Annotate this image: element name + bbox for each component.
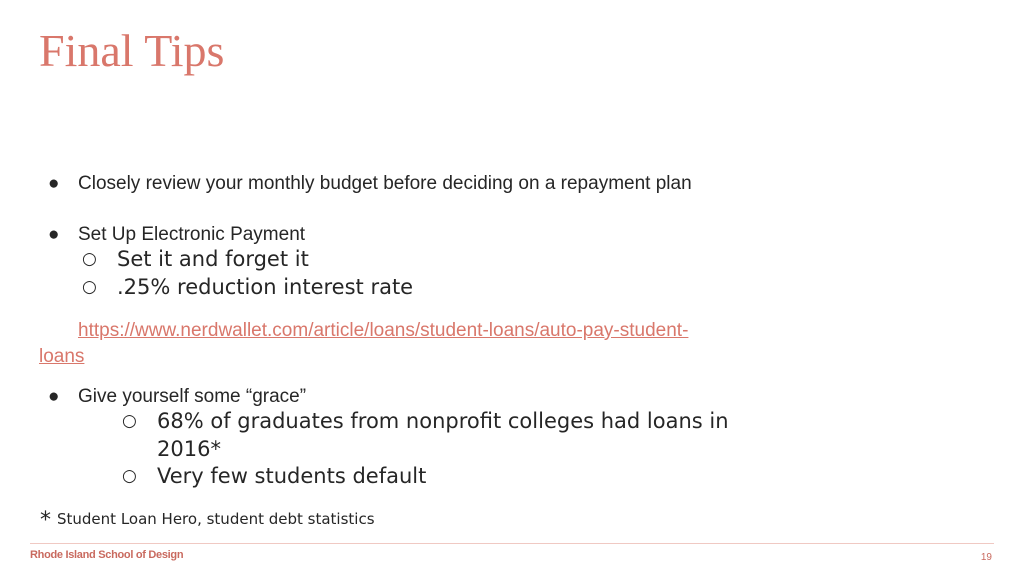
sub-bullet-marker: ○: [122, 466, 137, 486]
footnote-star: *: [40, 508, 51, 533]
sub-bullet-marker: ○: [82, 277, 97, 297]
footnote-text: Student Loan Hero, student debt statistics: [57, 510, 375, 528]
footer-divider: [30, 543, 994, 544]
page-number: 19: [980, 552, 992, 563]
slide-title: Final Tips: [39, 25, 225, 76]
bullet-text: Set Up Electronic Payment: [78, 224, 306, 245]
bullet-marker: ●: [48, 173, 60, 194]
footnote: [40, 508, 375, 533]
sub-bullet-marker: ○: [82, 249, 97, 269]
sub-bullet-text: Very few students default: [157, 464, 427, 488]
sub-bullet-item: [122, 462, 426, 490]
bullet-item: [48, 222, 738, 247]
bullet-text: Give yourself some “grace”: [78, 386, 307, 407]
sub-bullet-item: [122, 407, 742, 463]
reference-link[interactable]: https://www.nerdwallet.com/article/loans/student-loans/auto-pay-student-loans: [39, 320, 689, 367]
sub-bullet-item: [82, 273, 413, 301]
risd-logo: Rhode Island School of Design: [30, 549, 184, 561]
bullet-marker: ●: [48, 224, 60, 245]
bullet-marker: ●: [48, 386, 60, 407]
bullet-item: [48, 171, 738, 196]
bullet-text: Closely review your monthly budget before deciding on a repayment plan: [78, 173, 692, 194]
bullet-item: [48, 384, 738, 409]
sub-bullet-text: Set it and forget it: [117, 247, 309, 271]
sub-bullet-marker: ○: [122, 411, 137, 431]
sub-bullet-item: [82, 245, 309, 273]
sub-bullet-text: .25% reduction interest rate: [117, 275, 414, 299]
sub-bullet-text: 68% of graduates from nonprofit colleges had loans in 2016*: [157, 409, 729, 461]
